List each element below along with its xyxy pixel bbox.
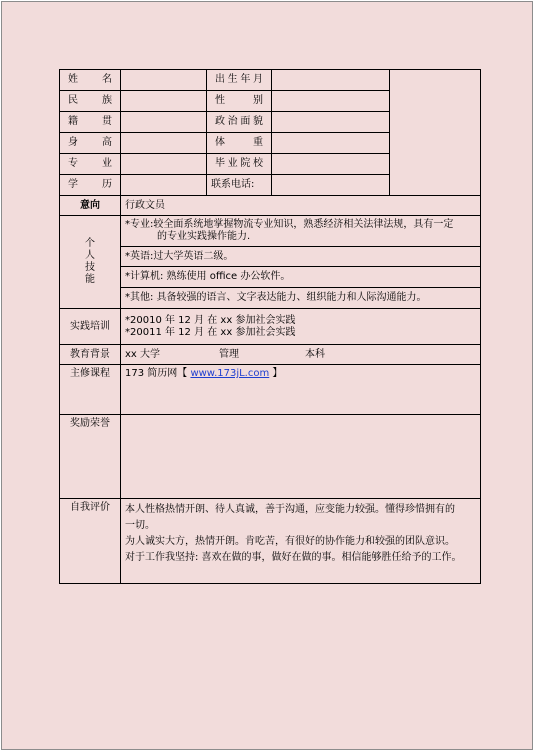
value-education-level[interactable]: [121, 175, 207, 196]
self-eval-row: [60, 499, 481, 584]
practice-label: 实践培训: [60, 309, 121, 345]
education-major: 管理: [219, 348, 239, 360]
courses-content[interactable]: 173 简历网【 www.173jL.com 】: [121, 365, 481, 415]
intention-value[interactable]: 行政文员: [121, 196, 481, 216]
skills-row-computer: [60, 267, 481, 288]
info-row-name: [60, 70, 481, 91]
value-height[interactable]: [121, 133, 207, 154]
awards-content[interactable]: [121, 415, 481, 499]
education-label: 教育背景: [60, 345, 121, 365]
value-political-status[interactable]: [272, 112, 390, 133]
education-school: xx 大学: [125, 348, 161, 360]
value-weight[interactable]: [272, 133, 390, 154]
resume-site-link[interactable]: www.173jL.com: [190, 368, 270, 379]
awards-label: 奖励荣誉: [60, 415, 121, 499]
courses-label: 主修课程: [60, 365, 121, 415]
skills-label: 个 人 技 能: [60, 216, 121, 309]
value-native-place[interactable]: [121, 112, 207, 133]
skills-row-professional: [60, 216, 481, 247]
skills-row-other: [60, 288, 481, 309]
label-political-status: 政治面貌: [207, 112, 272, 133]
value-school[interactable]: [272, 154, 390, 175]
education-degree: 本科: [305, 348, 325, 360]
label-name: 姓 名: [60, 70, 121, 91]
photo-cell: [390, 70, 481, 196]
skill-professional[interactable]: *专业:较全面系统地掌握物流专业知识，熟悉经济相关法律法规，具有一定 的专业实践操作能力.: [121, 216, 481, 247]
label-native-place: 籍 贯: [60, 112, 121, 133]
value-ethnicity[interactable]: [121, 91, 207, 112]
skills-row-english: [60, 247, 481, 267]
document-page: [1, 1, 533, 750]
value-birth[interactable]: [272, 70, 390, 91]
label-school: 毕业院校: [207, 154, 272, 175]
value-name[interactable]: [121, 70, 207, 91]
practice-content[interactable]: *20010 年 12 月 在 xx 参加社会实践 *20011 年 12 月 在 xx 参加社会实践: [121, 309, 481, 345]
value-phone[interactable]: [272, 175, 390, 196]
skill-other[interactable]: *其他: 具备较强的语言、文字表达能力、组织能力和人际沟通能力。: [121, 288, 481, 309]
practice-row: [60, 309, 481, 345]
resume-table: [59, 69, 481, 584]
label-major: 专 业: [60, 154, 121, 175]
label-weight: 体 重: [207, 133, 272, 154]
courses-row: [60, 365, 481, 415]
label-education-level: 学 历: [60, 175, 121, 196]
skill-english[interactable]: *英语:过大学英语二级。: [121, 247, 481, 267]
intention-label: 意向: [60, 196, 121, 216]
education-content[interactable]: [121, 345, 481, 365]
value-major[interactable]: [121, 154, 207, 175]
value-gender[interactable]: [272, 91, 390, 112]
self-eval-label: 自我评价: [60, 499, 121, 584]
label-height: 身 高: [60, 133, 121, 154]
label-phone: 联系电话:: [207, 175, 272, 196]
intention-row: [60, 196, 481, 216]
label-gender: 性 别: [207, 91, 272, 112]
skill-computer[interactable]: *计算机: 熟练使用 office 办公软件。: [121, 267, 481, 288]
label-ethnicity: 民 族: [60, 91, 121, 112]
label-birth: 出生年月: [207, 70, 272, 91]
education-row: [60, 345, 481, 365]
self-eval-content[interactable]: 本人性格热情开朗、待人真诚，善于沟通，应变能力较强。懂得珍惜拥有的 一切。 为人诚实大方，热情开朗。肯吃苦，有很好的协作能力和较强的团队意识。 对于工作我坚持: 喜欢在做的事，做好在做的事。相信能够胜任给予的工作。: [121, 499, 481, 584]
awards-row: [60, 415, 481, 499]
